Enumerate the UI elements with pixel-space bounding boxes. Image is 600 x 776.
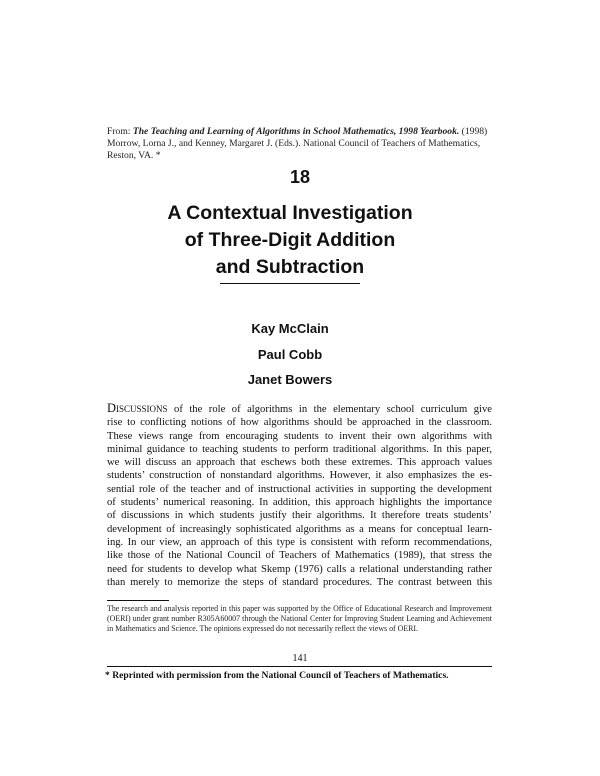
chapter-title	[0, 200, 580, 281]
body-line: These views range from encouraging students to invent their own algorithms with	[107, 430, 492, 442]
footnote: The research and analysis reported in this paper was supported by the Office of Educational Research and Improvement (OERI) under grant number R305A60007 through the National Center for Improving Student Learning and Achievement in Mathematics and Science. The opinions expressed do not necessarily reflect the views of OERI.	[107, 604, 492, 634]
author-name: Janet Bowers	[247, 372, 333, 387]
body-line: development of increasingly sophisticated algorithms as a means for conceptual learn-	[107, 523, 492, 535]
page-number: 141	[292, 653, 308, 664]
body-line: of students’ numerical reasoning. In addition, this approach highlights the importance	[107, 497, 492, 509]
source-citation	[107, 126, 507, 161]
footnote-divider	[107, 600, 169, 601]
source-book-title: The Teaching and Learning of Algorithms in School Mathematics, 1998 Yearbook.	[132, 126, 460, 137]
bottom-divider	[107, 666, 492, 667]
body-line: of discussions in which students justify their algorithms. It therefore treats students’	[107, 510, 492, 522]
body-line: ing. In our view, an approach of this type is consistent with reform recommendations,	[107, 536, 492, 548]
body-line: need for students to develop what Skemp (1976) calls a relational understanding rather	[107, 563, 492, 575]
source-year: (1998)	[459, 126, 488, 137]
body-line: students’ construction of nonstandard algorithms. However, it also emphasizes the es-	[107, 470, 492, 482]
first-line-text: of the role of algorithms in the elementary school curriculum give	[167, 404, 492, 415]
body-line	[107, 402, 492, 416]
reprint-note: * Reprinted with permission from the National Council of Teachers of Mathematics.	[105, 670, 449, 681]
title-divider	[220, 283, 360, 284]
body-line: rise to conflicting notions of how algorithms should be approached in the classroom.	[107, 417, 492, 429]
lead-word: Discussions	[107, 402, 168, 415]
body-line: minimal guidance to teaching students to perform traditional algorithms. In this paper,	[107, 443, 492, 455]
author-name: Kay McClain	[251, 321, 329, 336]
body-line: like those of the National Council of Teachers of Mathematics (1989), that stress the	[107, 550, 492, 562]
chapter-title-line: A Contextual Investigation	[167, 202, 413, 224]
body-paragraph	[107, 402, 492, 589]
chapter-title-line: of Three-Digit Addition	[184, 229, 396, 251]
source-prefix: From:	[107, 126, 133, 137]
body-line: sential role of the teacher and of instructional activities in supporting the development	[107, 483, 492, 495]
source-details: Morrow, Lorna J., and Kenney, Margaret J. (Eds.). National Council of Teachers of Mathematics, Reston, VA. *	[107, 137, 481, 161]
author-list	[0, 316, 580, 393]
chapter-number: 18	[289, 167, 311, 187]
body-line: than merely to memorize the steps of standard procedures. The contrast between this	[107, 576, 492, 588]
author-name: Paul Cobb	[257, 346, 323, 362]
chapter-title-line: and Subtraction	[215, 256, 365, 278]
body-line: we will discuss an approach that eschews both these extremes. This approach values	[107, 457, 492, 469]
